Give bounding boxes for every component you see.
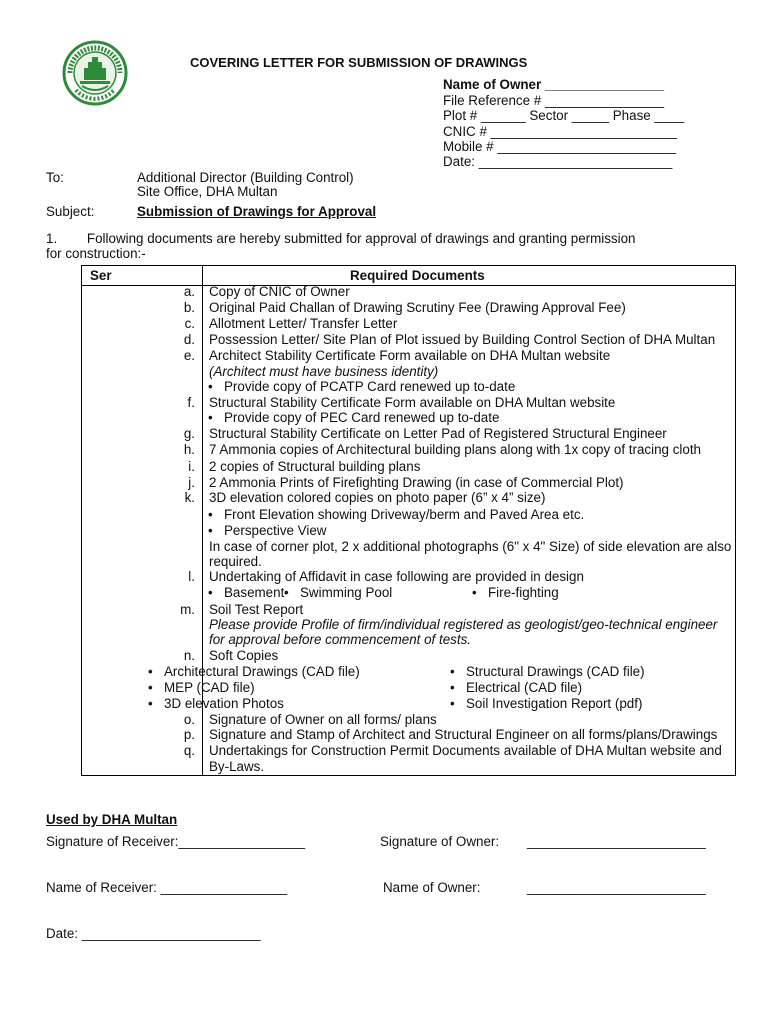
- row-text: Undertakings for Construction Permit Documents available of DHA Multan website and: [209, 743, 722, 758]
- bullet-icon: •: [208, 585, 213, 600]
- row-extra: required.: [209, 554, 262, 569]
- row-ser: h.: [183, 442, 195, 457]
- row-ser: i.: [188, 459, 195, 474]
- row-ser: k.: [184, 490, 195, 505]
- row-text-cont: By-Laws.: [209, 759, 265, 774]
- bullet-icon: •: [472, 585, 477, 600]
- signature-of-owner-label: Signature of Owner:: [380, 834, 500, 849]
- bullet-icon: •: [148, 664, 153, 679]
- bullet-item: • MEP (CAD file): [148, 680, 255, 695]
- bullet-item: • 3D elevation Photos: [148, 696, 284, 711]
- signature-of-owner-line: ________________________: [527, 834, 706, 849]
- bullet-item: • Soil Investigation Report (pdf): [450, 696, 643, 711]
- bullet-item: • Perspective View: [208, 523, 327, 538]
- letter-title: COVERING LETTER FOR SUBMISSION OF DRAWINGS: [190, 55, 528, 70]
- name-of-owner-label: Name of Owner:: [383, 880, 481, 895]
- bullet-item: • Swimming Pool: [284, 585, 393, 600]
- row-ser: n.: [183, 648, 195, 663]
- row-ser: j.: [188, 475, 195, 490]
- row-ser: a.: [183, 284, 195, 299]
- row-text: Structural Stability Certificate Form available on DHA Multan website: [209, 395, 616, 410]
- name-of-owner-line: ________________________: [527, 880, 706, 895]
- footer-date: Date: ________________________: [46, 926, 261, 941]
- intro-line-1: 1. Following documents are hereby submitted for approval of drawings and granting permission: [46, 231, 636, 246]
- date-field: Date: __________________________: [443, 154, 673, 169]
- bullet-icon: •: [208, 523, 213, 538]
- row-ser: q.: [183, 743, 195, 758]
- row-note: for approval before commencement of tests.: [209, 632, 471, 647]
- to-label: To:: [46, 170, 64, 185]
- row-ser: p.: [183, 727, 195, 742]
- mobile-field: Mobile # ________________________: [443, 139, 677, 154]
- row-text: 2 Ammonia Prints of Firefighting Drawing (in case of Commercial Plot): [209, 475, 624, 490]
- row-text: 2 copies of Structural building plans: [209, 459, 421, 474]
- bullet-item: • Architectural Drawings (CAD file): [148, 664, 360, 679]
- row-text: 7 Ammonia copies of Architectural building plans along with 1x copy of tracing cloth: [209, 442, 702, 457]
- row-ser: b.: [183, 300, 195, 315]
- bullet-item: • Fire-fighting: [472, 585, 559, 600]
- row-text: Allotment Letter/ Transfer Letter: [209, 316, 398, 331]
- name-of-owner-field: Name of Owner ________________: [443, 77, 665, 92]
- row-ser: g.: [183, 426, 195, 441]
- bullet-icon: •: [284, 585, 289, 600]
- signature-of-receiver: Signature of Receiver:_________________: [46, 834, 306, 849]
- to-line-2: Site Office, DHA Multan: [137, 184, 278, 199]
- file-reference-field: File Reference # ________________: [443, 93, 665, 108]
- table-header-ser: Ser: [90, 268, 112, 283]
- intro-line-2: for construction:-: [46, 246, 146, 261]
- name-of-receiver: Name of Receiver: _________________: [46, 880, 288, 895]
- bullet-icon: •: [148, 680, 153, 695]
- row-ser: l.: [188, 569, 195, 584]
- bullet-item: • Front Elevation showing Driveway/berm and Paved Area etc.: [208, 507, 585, 522]
- bullet-icon: •: [450, 696, 455, 711]
- row-text: Undertaking of Affidavit in case following are provided in design: [209, 569, 584, 584]
- row-text: Architect Stability Certificate Form available on DHA Multan website: [209, 348, 611, 363]
- row-extra: In case of corner plot, 2 x additional photographs (6" x 4" Size) of side elevation are also: [209, 539, 732, 554]
- row-text: Signature of Owner on all forms/ plans: [209, 712, 437, 727]
- plot-sector-phase-field: Plot # ______ Sector _____ Phase ____: [443, 108, 685, 123]
- row-ser: f.: [187, 395, 195, 410]
- bullet-icon: •: [148, 696, 153, 711]
- cnic-field: CNIC # _________________________: [443, 124, 677, 139]
- row-text: Soft Copies: [209, 648, 279, 663]
- row-ser: c.: [184, 316, 195, 331]
- to-line-1: Additional Director (Building Control): [137, 170, 354, 185]
- row-text: 3D elevation colored copies on photo paper (6” x 4” size): [209, 490, 546, 505]
- bullet-icon: •: [208, 410, 213, 425]
- row-text: Possession Letter/ Site Plan of Plot issued by Building Control Section of DHA Multan: [209, 332, 716, 347]
- bullet-icon: •: [208, 507, 213, 522]
- subject-text: Submission of Drawings for Approval: [137, 204, 377, 219]
- bullet-item: • Provide copy of PCATP Card renewed up to-date: [208, 379, 516, 394]
- row-ser: m.: [180, 602, 195, 617]
- bullet-item: • Structural Drawings (CAD file): [450, 664, 645, 679]
- bullet-icon: •: [450, 664, 455, 679]
- bullet-item: • Provide copy of PEC Card renewed up to-date: [208, 410, 500, 425]
- row-text: Copy of CNIC of Owner: [209, 284, 350, 299]
- row-note: Please provide Profile of firm/individual registered as geologist/geo-technical engineer: [209, 617, 718, 632]
- bullet-item: • Electrical (CAD file): [450, 680, 583, 695]
- required-documents-table: [81, 265, 736, 776]
- bullet-icon: •: [208, 379, 213, 394]
- row-text: Soil Test Report: [209, 602, 304, 617]
- row-text: Signature and Stamp of Architect and Structural Engineer on all forms/plans/Drawings: [209, 727, 718, 742]
- used-by-heading: Used by DHA Multan: [46, 812, 178, 827]
- table-header-docs: Required Documents: [350, 268, 485, 283]
- bullet-icon: •: [450, 680, 455, 695]
- row-text: Original Paid Challan of Drawing Scrutiny Fee (Drawing Approval Fee): [209, 300, 626, 315]
- row-ser: d.: [183, 332, 195, 347]
- row-ser: e.: [183, 348, 195, 363]
- row-text: Structural Stability Certificate on Letter Pad of Registered Structural Engineer: [209, 426, 667, 441]
- dha-logo: [62, 40, 128, 106]
- subject-label: Subject:: [46, 204, 95, 219]
- bullet-item: • Basement: [208, 585, 285, 600]
- row-ser: o.: [183, 712, 195, 727]
- row-note: (Architect must have business identity): [209, 364, 439, 379]
